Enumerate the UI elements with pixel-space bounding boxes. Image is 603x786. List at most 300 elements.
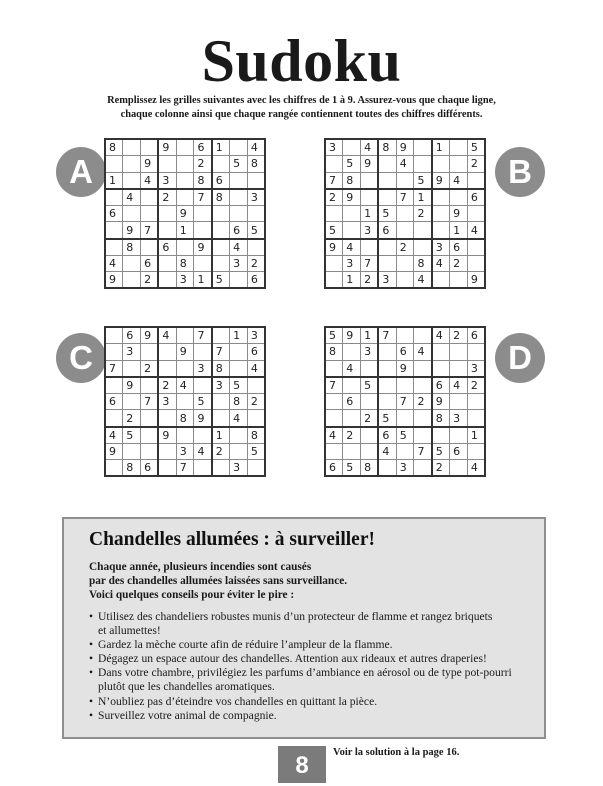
empty-cell[interactable] <box>361 427 379 444</box>
empty-cell[interactable] <box>247 239 265 256</box>
empty-cell[interactable] <box>141 189 159 206</box>
given-cell: 5 <box>467 139 485 156</box>
empty-cell[interactable] <box>343 344 361 361</box>
empty-cell[interactable] <box>158 360 176 377</box>
empty-cell[interactable] <box>212 393 230 410</box>
given-cell: 7 <box>212 344 230 361</box>
empty-cell[interactable] <box>176 427 194 444</box>
empty-cell[interactable] <box>194 344 212 361</box>
given-cell: 3 <box>467 360 485 377</box>
solution-reference: Voir la solution à la page 16. <box>333 747 460 758</box>
grid-row <box>325 427 485 444</box>
empty-cell[interactable] <box>105 410 123 427</box>
empty-cell[interactable] <box>212 255 230 272</box>
given-cell: 5 <box>247 222 265 239</box>
empty-cell[interactable] <box>212 222 230 239</box>
given-cell: 5 <box>194 393 212 410</box>
given-cell: 9 <box>158 427 176 444</box>
empty-cell[interactable] <box>361 189 379 206</box>
given-cell: 1 <box>230 327 248 344</box>
given-cell: 3 <box>212 377 230 394</box>
empty-cell[interactable] <box>432 344 450 361</box>
given-cell: 8 <box>414 255 432 272</box>
empty-cell[interactable] <box>396 443 414 460</box>
given-cell: 8 <box>194 172 212 189</box>
empty-cell[interactable] <box>361 393 379 410</box>
empty-cell[interactable] <box>158 344 176 361</box>
empty-cell[interactable] <box>414 460 432 477</box>
given-cell: 4 <box>343 239 361 256</box>
empty-cell[interactable] <box>414 410 432 427</box>
grid-row <box>105 344 265 361</box>
empty-cell[interactable] <box>141 377 159 394</box>
empty-cell[interactable] <box>361 172 379 189</box>
empty-cell[interactable] <box>325 410 343 427</box>
given-cell: 5 <box>230 156 248 173</box>
empty-cell[interactable] <box>343 443 361 460</box>
empty-cell[interactable] <box>141 239 159 256</box>
empty-cell[interactable] <box>176 156 194 173</box>
given-cell: 5 <box>247 443 265 460</box>
given-cell: 7 <box>194 189 212 206</box>
given-cell: 8 <box>176 255 194 272</box>
empty-cell[interactable] <box>432 222 450 239</box>
sudoku-grid-a <box>104 138 266 289</box>
given-cell: 3 <box>378 272 396 289</box>
empty-cell[interactable] <box>361 360 379 377</box>
empty-cell[interactable] <box>325 156 343 173</box>
empty-cell[interactable] <box>450 344 468 361</box>
given-cell: 6 <box>141 460 159 477</box>
empty-cell[interactable] <box>212 239 230 256</box>
given-cell: 6 <box>105 393 123 410</box>
empty-cell[interactable] <box>396 410 414 427</box>
empty-cell[interactable] <box>230 172 248 189</box>
empty-cell[interactable] <box>141 344 159 361</box>
tips-intro-line: par des chandelles allumées laissées sans surveillance. <box>89 575 348 587</box>
empty-cell[interactable] <box>467 172 485 189</box>
empty-cell[interactable] <box>432 427 450 444</box>
empty-cell[interactable] <box>467 443 485 460</box>
tip-item: • Utilisez des chandeliers robustes munis d’un protecteur de flamme et rangez briquets et allumettes! <box>89 610 539 638</box>
empty-cell[interactable] <box>230 272 248 289</box>
grid-row <box>105 410 265 427</box>
empty-cell[interactable] <box>396 255 414 272</box>
empty-cell[interactable] <box>230 427 248 444</box>
given-cell: 6 <box>467 327 485 344</box>
empty-cell[interactable] <box>414 427 432 444</box>
given-cell: 2 <box>396 239 414 256</box>
empty-cell[interactable] <box>176 189 194 206</box>
empty-cell[interactable] <box>325 393 343 410</box>
given-cell: 8 <box>378 139 396 156</box>
empty-cell[interactable] <box>396 377 414 394</box>
empty-cell[interactable] <box>230 443 248 460</box>
given-cell: 7 <box>414 443 432 460</box>
empty-cell[interactable] <box>158 460 176 477</box>
empty-cell[interactable] <box>212 410 230 427</box>
grid-row <box>105 377 265 394</box>
tip-item: • Gardez la mèche courte afin de réduire l’ampleur de la flamme. <box>89 638 539 652</box>
given-cell: 7 <box>141 393 159 410</box>
given-cell: 8 <box>247 427 265 444</box>
empty-cell[interactable] <box>396 172 414 189</box>
grid-row <box>105 156 265 173</box>
given-cell: 1 <box>176 222 194 239</box>
empty-cell[interactable] <box>194 255 212 272</box>
empty-cell[interactable] <box>378 172 396 189</box>
given-cell: 5 <box>123 427 141 444</box>
given-cell: 4 <box>141 172 159 189</box>
empty-cell[interactable] <box>325 272 343 289</box>
given-cell: 6 <box>450 239 468 256</box>
given-cell: 4 <box>325 427 343 444</box>
empty-cell[interactable] <box>450 189 468 206</box>
given-cell: 1 <box>450 222 468 239</box>
empty-cell[interactable] <box>450 393 468 410</box>
puzzle-label-a: A <box>56 147 106 197</box>
empty-cell[interactable] <box>158 443 176 460</box>
empty-cell[interactable] <box>176 327 194 344</box>
grid-row <box>325 360 485 377</box>
empty-cell[interactable] <box>176 239 194 256</box>
given-cell: 4 <box>467 222 485 239</box>
given-cell: 9 <box>432 393 450 410</box>
given-cell: 7 <box>325 172 343 189</box>
empty-cell[interactable] <box>450 460 468 477</box>
grid-row <box>105 427 265 444</box>
empty-cell[interactable] <box>123 156 141 173</box>
empty-cell[interactable] <box>123 443 141 460</box>
empty-cell[interactable] <box>343 222 361 239</box>
empty-cell[interactable] <box>325 443 343 460</box>
grid-row <box>325 460 485 477</box>
empty-cell[interactable] <box>414 327 432 344</box>
tips-intro-line: Chaque année, plusieurs incendies sont causés <box>89 561 312 573</box>
empty-cell[interactable] <box>176 360 194 377</box>
empty-cell[interactable] <box>176 172 194 189</box>
empty-cell[interactable] <box>105 344 123 361</box>
tips-intro <box>89 560 347 602</box>
empty-cell[interactable] <box>123 255 141 272</box>
tip-item: • Dans votre chambre, privilégiez les parfums d’ambiance en aérosol ou de type pot-pourri plutôt que les chandelles aromatiques. <box>89 666 539 694</box>
page-number: 8 <box>278 746 326 783</box>
sudoku-grid-c <box>104 326 266 477</box>
empty-cell[interactable] <box>450 360 468 377</box>
empty-cell[interactable] <box>343 205 361 222</box>
given-cell: 3 <box>247 327 265 344</box>
empty-cell[interactable] <box>212 156 230 173</box>
given-cell: 9 <box>141 327 159 344</box>
tip-item: • Dégagez un espace autour des chandelles. Attention aux rideaux et autres draperies! <box>89 652 539 666</box>
empty-cell[interactable] <box>378 156 396 173</box>
empty-cell[interactable] <box>343 377 361 394</box>
given-cell: 8 <box>361 460 379 477</box>
given-cell: 4 <box>158 327 176 344</box>
given-cell: 5 <box>230 377 248 394</box>
empty-cell[interactable] <box>325 205 343 222</box>
given-cell: 3 <box>158 393 176 410</box>
given-cell: 4 <box>396 156 414 173</box>
given-cell: 3 <box>194 360 212 377</box>
given-cell: 7 <box>176 460 194 477</box>
empty-cell[interactable] <box>194 222 212 239</box>
empty-cell[interactable] <box>378 393 396 410</box>
empty-cell[interactable] <box>105 377 123 394</box>
given-cell: 9 <box>194 239 212 256</box>
empty-cell[interactable] <box>212 205 230 222</box>
given-cell: 2 <box>194 156 212 173</box>
grid-row <box>325 410 485 427</box>
given-cell: 4 <box>450 377 468 394</box>
grid-row <box>105 189 265 206</box>
given-cell: 1 <box>212 139 230 156</box>
given-cell: 9 <box>396 139 414 156</box>
grid-row <box>105 443 265 460</box>
given-cell: 3 <box>361 222 379 239</box>
empty-cell[interactable] <box>414 222 432 239</box>
empty-cell[interactable] <box>432 272 450 289</box>
grid-row <box>105 393 265 410</box>
given-cell: 4 <box>230 239 248 256</box>
empty-cell[interactable] <box>123 172 141 189</box>
empty-cell[interactable] <box>378 239 396 256</box>
empty-cell[interactable] <box>141 443 159 460</box>
empty-cell[interactable] <box>450 272 468 289</box>
given-cell: 1 <box>194 272 212 289</box>
grid-row <box>325 344 485 361</box>
grid-row <box>105 172 265 189</box>
given-cell: 7 <box>325 377 343 394</box>
empty-cell[interactable] <box>378 344 396 361</box>
empty-cell[interactable] <box>378 460 396 477</box>
grid-row <box>325 255 485 272</box>
empty-cell[interactable] <box>141 410 159 427</box>
grid-row <box>325 205 485 222</box>
empty-cell[interactable] <box>414 156 432 173</box>
empty-cell[interactable] <box>432 156 450 173</box>
given-cell: 3 <box>158 172 176 189</box>
puzzle-label-b: B <box>495 147 545 197</box>
empty-cell[interactable] <box>212 327 230 344</box>
empty-cell[interactable] <box>158 205 176 222</box>
instructions <box>60 94 543 121</box>
empty-cell[interactable] <box>123 139 141 156</box>
given-cell: 5 <box>361 377 379 394</box>
empty-cell[interactable] <box>230 360 248 377</box>
given-cell: 3 <box>230 255 248 272</box>
given-cell: 5 <box>432 443 450 460</box>
empty-cell[interactable] <box>176 139 194 156</box>
empty-cell[interactable] <box>450 139 468 156</box>
empty-cell[interactable] <box>467 239 485 256</box>
empty-cell[interactable] <box>105 327 123 344</box>
grid-row <box>325 172 485 189</box>
empty-cell[interactable] <box>105 189 123 206</box>
given-cell: 6 <box>467 189 485 206</box>
given-cell: 6 <box>141 255 159 272</box>
empty-cell[interactable] <box>414 239 432 256</box>
empty-cell[interactable] <box>212 460 230 477</box>
empty-cell[interactable] <box>105 239 123 256</box>
empty-cell[interactable] <box>194 427 212 444</box>
empty-cell[interactable] <box>230 344 248 361</box>
given-cell: 2 <box>414 205 432 222</box>
grid-row <box>325 393 485 410</box>
given-cell: 9 <box>325 239 343 256</box>
given-cell: 2 <box>325 189 343 206</box>
given-cell: 3 <box>123 344 141 361</box>
empty-cell[interactable] <box>378 255 396 272</box>
empty-cell[interactable] <box>432 205 450 222</box>
tips-heading: Chandelles allumées : à surveiller! <box>89 529 375 550</box>
given-cell: 7 <box>378 327 396 344</box>
empty-cell[interactable] <box>396 205 414 222</box>
empty-cell[interactable] <box>158 272 176 289</box>
given-cell: 2 <box>450 327 468 344</box>
given-cell: 9 <box>176 205 194 222</box>
empty-cell[interactable] <box>141 205 159 222</box>
given-cell: 6 <box>343 393 361 410</box>
given-cell: 8 <box>247 156 265 173</box>
given-cell: 3 <box>361 344 379 361</box>
empty-cell[interactable] <box>414 377 432 394</box>
empty-cell[interactable] <box>194 377 212 394</box>
empty-cell[interactable] <box>247 172 265 189</box>
empty-cell[interactable] <box>105 222 123 239</box>
empty-cell[interactable] <box>396 272 414 289</box>
given-cell: 2 <box>450 255 468 272</box>
given-cell: 3 <box>450 410 468 427</box>
empty-cell[interactable] <box>105 156 123 173</box>
given-cell: 5 <box>325 327 343 344</box>
empty-cell[interactable] <box>123 360 141 377</box>
given-cell: 6 <box>247 272 265 289</box>
empty-cell[interactable] <box>247 205 265 222</box>
empty-cell[interactable] <box>361 239 379 256</box>
empty-cell[interactable] <box>378 189 396 206</box>
grid-row <box>325 272 485 289</box>
given-cell: 8 <box>105 139 123 156</box>
grid-row <box>105 255 265 272</box>
page-title: Sudoku <box>201 28 402 94</box>
given-cell: 4 <box>414 272 432 289</box>
empty-cell[interactable] <box>230 189 248 206</box>
given-cell: 4 <box>414 344 432 361</box>
given-cell: 1 <box>432 139 450 156</box>
empty-cell[interactable] <box>467 255 485 272</box>
empty-cell[interactable] <box>247 377 265 394</box>
given-cell: 1 <box>414 189 432 206</box>
empty-cell[interactable] <box>230 205 248 222</box>
empty-cell[interactable] <box>141 139 159 156</box>
empty-cell[interactable] <box>450 427 468 444</box>
grid-row <box>325 377 485 394</box>
empty-cell[interactable] <box>158 222 176 239</box>
empty-cell[interactable] <box>378 360 396 377</box>
empty-cell[interactable] <box>176 393 194 410</box>
empty-cell[interactable] <box>247 410 265 427</box>
given-cell: 5 <box>325 222 343 239</box>
empty-cell[interactable] <box>325 360 343 377</box>
given-cell: 6 <box>123 327 141 344</box>
empty-cell[interactable] <box>194 205 212 222</box>
given-cell: 7 <box>396 393 414 410</box>
empty-cell[interactable] <box>396 222 414 239</box>
empty-cell[interactable] <box>343 139 361 156</box>
given-cell: 9 <box>361 156 379 173</box>
given-cell: 2 <box>141 272 159 289</box>
empty-cell[interactable] <box>247 460 265 477</box>
empty-cell[interactable] <box>343 410 361 427</box>
empty-cell[interactable] <box>158 255 176 272</box>
empty-cell[interactable] <box>378 377 396 394</box>
given-cell: 6 <box>325 460 343 477</box>
sudoku-grid-d <box>324 326 486 477</box>
grid-row <box>325 443 485 460</box>
empty-cell[interactable] <box>230 139 248 156</box>
grid-row <box>325 139 485 156</box>
grid-row <box>105 360 265 377</box>
empty-cell[interactable] <box>194 460 212 477</box>
empty-cell[interactable] <box>414 360 432 377</box>
given-cell: 2 <box>343 427 361 444</box>
tip-item: • Surveillez votre animal de compagnie. <box>89 709 539 723</box>
empty-cell[interactable] <box>467 205 485 222</box>
given-cell: 9 <box>123 377 141 394</box>
grid-row <box>105 139 265 156</box>
empty-cell[interactable] <box>432 189 450 206</box>
given-cell: 2 <box>361 272 379 289</box>
empty-cell[interactable] <box>467 393 485 410</box>
empty-cell[interactable] <box>325 255 343 272</box>
empty-cell[interactable] <box>467 344 485 361</box>
given-cell: 7 <box>105 360 123 377</box>
given-cell: 2 <box>414 393 432 410</box>
empty-cell[interactable] <box>414 139 432 156</box>
given-cell: 5 <box>378 205 396 222</box>
empty-cell[interactable] <box>158 410 176 427</box>
grid-row <box>325 156 485 173</box>
empty-cell[interactable] <box>432 360 450 377</box>
empty-cell[interactable] <box>123 272 141 289</box>
given-cell: 3 <box>176 443 194 460</box>
given-cell: 2 <box>158 189 176 206</box>
given-cell: 1 <box>105 172 123 189</box>
empty-cell[interactable] <box>123 205 141 222</box>
empty-cell[interactable] <box>450 156 468 173</box>
given-cell: 4 <box>432 255 450 272</box>
given-cell: 3 <box>343 255 361 272</box>
empty-cell[interactable] <box>467 410 485 427</box>
empty-cell[interactable] <box>361 443 379 460</box>
empty-cell[interactable] <box>141 427 159 444</box>
given-cell: 8 <box>343 172 361 189</box>
given-cell: 5 <box>414 172 432 189</box>
empty-cell[interactable] <box>105 460 123 477</box>
empty-cell[interactable] <box>396 327 414 344</box>
empty-cell[interactable] <box>158 156 176 173</box>
given-cell: 6 <box>396 344 414 361</box>
given-cell: 6 <box>212 172 230 189</box>
instructions-line-2: chaque colonne ainsi que chaque rangée contiennent toutes des chiffres différents. <box>120 108 483 120</box>
given-cell: 7 <box>141 222 159 239</box>
given-cell: 8 <box>123 239 141 256</box>
puzzle-label-d: D <box>495 333 545 383</box>
given-cell: 9 <box>194 410 212 427</box>
given-cell: 1 <box>361 327 379 344</box>
empty-cell[interactable] <box>123 393 141 410</box>
